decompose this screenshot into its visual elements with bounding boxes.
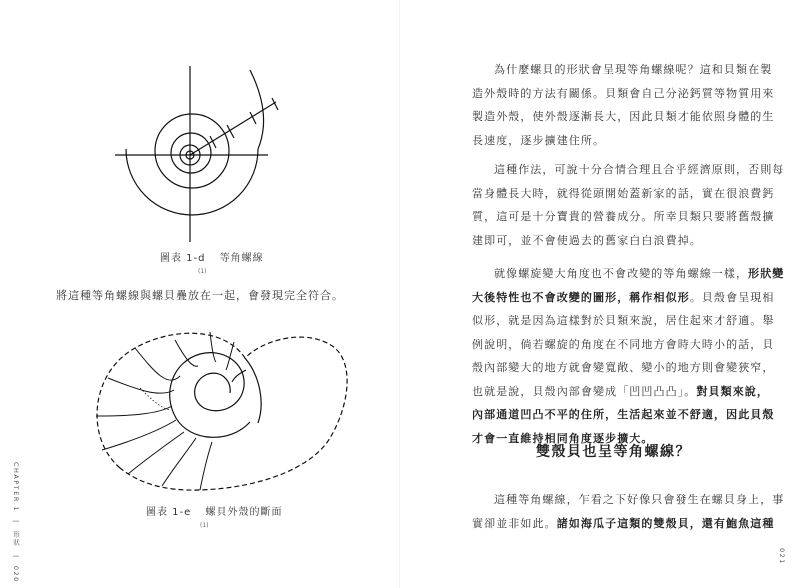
- shell-spiral: [170, 353, 250, 438]
- text-normal: 就像螺旋變大角度也不會改變的等角螺線一樣，: [494, 267, 749, 280]
- para4-line: [472, 512, 775, 536]
- para3-line: [472, 380, 770, 404]
- angle-tick-marks: [210, 98, 278, 148]
- text-emphasis: 形狀變: [748, 267, 785, 280]
- para2-line: 這種作法，可說十分合情合理且合乎經濟原則，否則每: [494, 163, 785, 176]
- figure-e-id: 圖表 1-e: [146, 507, 192, 518]
- para3-line: 例說明，倘若螺旋的角度在不同地方會時大時小的話，貝: [472, 337, 775, 351]
- text-emphasis: 對貝類來說，: [696, 384, 770, 398]
- figure-nautilus-shell: [80, 318, 355, 498]
- figure-d-title: 等角螺線: [219, 253, 264, 264]
- figure-equiangular-spiral: [110, 60, 310, 260]
- para1-line: 造外殼時的方法有關係。貝類會自己分泌鈣質等物質用來: [472, 86, 775, 100]
- text-emphasis: 內部通道凹凸不平的住所，生活起來並不舒適，因此貝殼: [472, 408, 775, 421]
- left-running-head: [12, 462, 21, 583]
- para3-line: [472, 262, 785, 286]
- figure-e-caption: [146, 503, 283, 518]
- figure-d-id: 圖表 1-d: [160, 253, 206, 264]
- shell-outline: [97, 333, 347, 490]
- para1-line: 為什麼螺貝的形狀會呈現等角螺線呢？這和貝類在製: [494, 63, 773, 76]
- para3-line: [472, 403, 775, 427]
- para3-line: 殼內部變大的地方就會變寬敞、變小的地方則會變狹窄，: [472, 361, 775, 374]
- left-body-text: 將這種等角螺線與螺貝疊放在一起，會發現完全符合。: [56, 289, 344, 302]
- left-page-number: 020: [12, 565, 20, 583]
- para1-line: 製造外殼，使外殼逐漸長大，因此貝類才能依照身體的生: [472, 110, 775, 123]
- section-heading: 雙殼貝也呈等角螺線？: [536, 444, 691, 460]
- left-page: [0, 0, 399, 588]
- paragraph-3: [472, 262, 785, 450]
- right-page: [400, 0, 799, 588]
- para1-line: 長速度，逐步擴建住所。: [472, 133, 606, 147]
- text-emphasis: 諸如海瓜子這類的雙殼貝，還有鮑魚這種: [556, 516, 775, 530]
- section-label: 形狀: [12, 530, 20, 547]
- para2-line: 建即可，並不會使過去的舊家白白浪費掉。: [472, 233, 702, 247]
- text-normal: 實卻並非如此。: [472, 516, 557, 530]
- spiral-curve: [126, 114, 258, 215]
- para3-line: [472, 286, 775, 310]
- text-normal: 也就是說，貝殼內部會變成「凹凹凸凸」。: [472, 384, 697, 398]
- spiral-outer-arm: [250, 70, 263, 149]
- figure-e-note: (1): [200, 522, 209, 529]
- text-normal: 。貝殼會呈現相: [689, 290, 775, 304]
- para4-line: 這種等角螺線，乍看之下好像只會發生在螺貝身上，事: [494, 493, 785, 506]
- text-emphasis: 才會一直維持相同角度逐步擴大。: [472, 431, 654, 445]
- para2-line: 當身體長大時，就得從頭開始蓋新家的話，實在很浪費鈣: [472, 186, 775, 200]
- paragraph-1: [472, 58, 775, 152]
- figure-e-title: 螺貝外殼的斷面: [205, 507, 283, 518]
- divider: |: [12, 519, 20, 524]
- divider: |: [12, 554, 20, 559]
- shell-lip: [245, 358, 261, 423]
- para3-line: 似形，就是因為這樣對於貝類來說，居住起來才舒適。舉: [472, 314, 775, 327]
- figure-d-caption: [160, 249, 264, 264]
- para2-line: 質，這可是十分寶貴的營養成分。所幸貝類只要將舊殼擴: [472, 210, 775, 223]
- right-page-number: 021: [778, 548, 786, 565]
- text-emphasis: 大後特性也不會改變的圖形，稱作相似形: [472, 290, 690, 304]
- figure-d-note: (1): [198, 268, 207, 275]
- paragraph-4: [472, 488, 785, 535]
- chapter-label: CHAPTER 1: [12, 462, 20, 513]
- paragraph-2: [472, 158, 785, 252]
